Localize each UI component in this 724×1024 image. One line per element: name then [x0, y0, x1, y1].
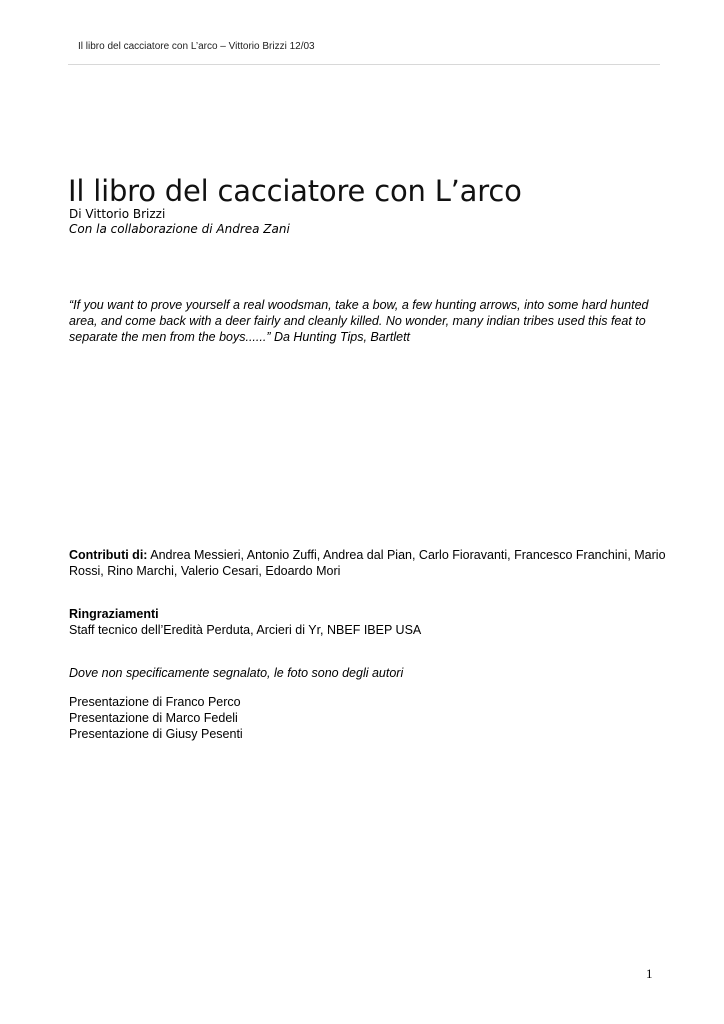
epigraph-line: area, and come back with a deer fairly and cleanly killed. No wonder, many indian tribes used this feat to: [69, 314, 646, 328]
acknowledgements-text: Staff tecnico dell’Eredità Perduta, Arcieri di Yr, NBEF IBEP USA: [69, 623, 422, 637]
epigraph-line: “If you want to prove yourself a real woodsman, take a bow, a few hunting arrows, into some hard hunted: [69, 298, 649, 312]
document-title: Il libro del cacciatore con L’arco: [68, 174, 522, 208]
epigraph-quote: [69, 297, 661, 345]
collaboration-line: Con la collaborazione di Andrea Zani: [69, 222, 290, 236]
presentation-item: Presentazione di Giusy Pesenti: [69, 727, 243, 741]
contributors-names: Andrea Messieri, Antonio Zuffi, Andrea dal Pian, Carlo Fioravanti, Francesco Franchini, Mario: [147, 548, 666, 562]
header-divider: [68, 64, 660, 65]
contributors-section: [69, 547, 666, 579]
contributors-names-continued: Rossi, Rino Marchi, Valerio Cesari, Edoardo Mori: [69, 564, 341, 578]
acknowledgements-heading: Ringraziamenti: [69, 607, 159, 621]
author-byline: Di Vittorio Brizzi: [69, 207, 166, 221]
epigraph-line: separate the men from the boys......” Da Hunting Tips, Bartlett: [69, 330, 411, 344]
page-number: 1: [646, 966, 653, 981]
presentation-item: Presentazione di Marco Fedeli: [69, 711, 238, 725]
running-header: Il libro del cacciatore con L’arco – Vittorio Brizzi 12/03: [78, 41, 315, 52]
contributors-label: Contributi di:: [69, 548, 148, 562]
presentations-list: [69, 694, 243, 742]
contributors-line: [69, 547, 666, 563]
presentation-item: Presentazione di Franco Perco: [69, 695, 241, 709]
photo-credit-note: Dove non specificamente segnalato, le foto sono degli autori: [69, 666, 404, 680]
